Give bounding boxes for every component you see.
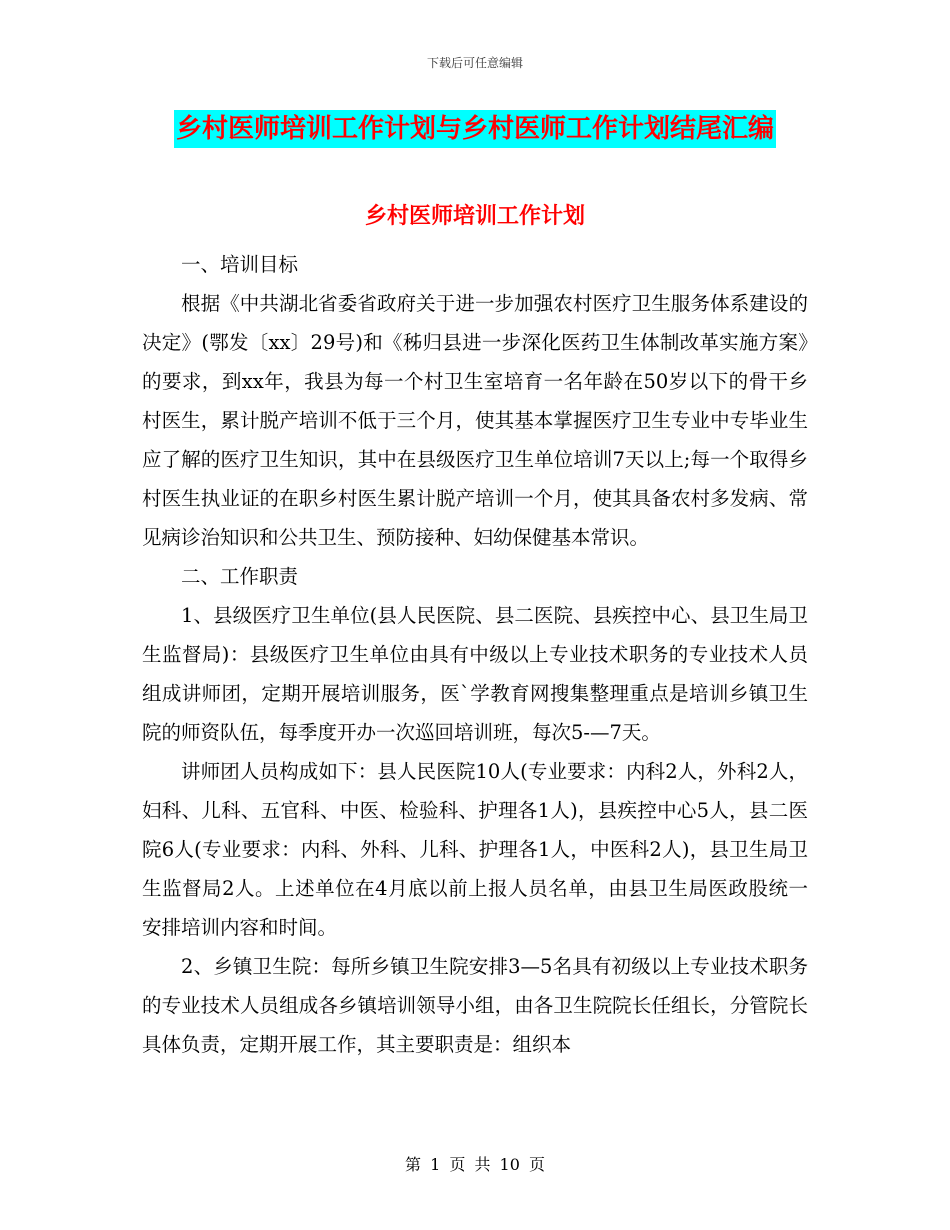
paragraph-training-goals: 根据《中共湖北省委省政府关于进一步加强农村医疗卫生服务体系建设的决定》(鄂发〔xx〕29号)和《秭归县进一步深化医药卫生体制改革实施方案》的要求，到xx年，我县为每一个村卫生室培育一名年龄在50岁以下的骨干乡村医生，累计脱产培训不低于三个月，使其基本掌握医疗卫生专业中专毕业生应了解的医疗卫生知识，其中在县级医疗卫生单位培训7天以上;每一个取得乡村医生执业证的在职乡村医生累计脱产培训一个月，使其具备农村多发病、常见病诊治知识和公共卫生、预防接种、妇幼保健基本常识。	[142, 292, 808, 549]
heading-training-goals: 一、培训目标	[181, 253, 299, 276]
paragraph-lecturer-composition: 讲师团人员构成如下：县人民医院10人(专业要求：内科2人，外科2人，妇科、儿科、五官科、中医、检验科、护理各1人)，县疾控中心5人，县二医院6人(专业要求：内科、外科、儿科、护理各1人，中医科2人)，县卫生局卫生监督局2人。上述单位在4月底以前上报人员名单，由县卫生局医政股统一安排培训内容和时间。	[142, 760, 808, 939]
document-title-container	[0, 110, 950, 148]
document-body	[142, 245, 808, 1064]
paragraph-county-units: 1、县级医疗卫生单位(县人民医院、县二医院、县疾控中心、县卫生局卫生监督局)：县级医疗卫生单位由具有中级以上专业技术职务的专业技术人员组成讲师团，定期开展培训服务，医`学教育网搜集整理重点是培训乡镇卫生院的师资队伍，每季度开办一次巡回培训班，每次5-—7天。	[142, 604, 808, 744]
section-title: 乡村医师培训工作计划	[364, 203, 585, 229]
document-title: 乡村医师培训工作计划与乡村医师工作计划结尾汇编	[174, 110, 776, 148]
page-footer: 第 1 页 共 10 页	[405, 1155, 545, 1174]
header-note: 下载后可任意编辑	[426, 56, 523, 70]
paragraph-township-hospitals: 2、乡镇卫生院：每所乡镇卫生院安排3—5名具有初级以上专业技术职务的专业技术人员组成各乡镇培训领导小组，由各卫生院院长任组长，分管院长具体负责，定期开展工作，其主要职责是：组织本	[142, 955, 808, 1056]
heading-work-duties: 二、工作职责	[181, 565, 299, 588]
